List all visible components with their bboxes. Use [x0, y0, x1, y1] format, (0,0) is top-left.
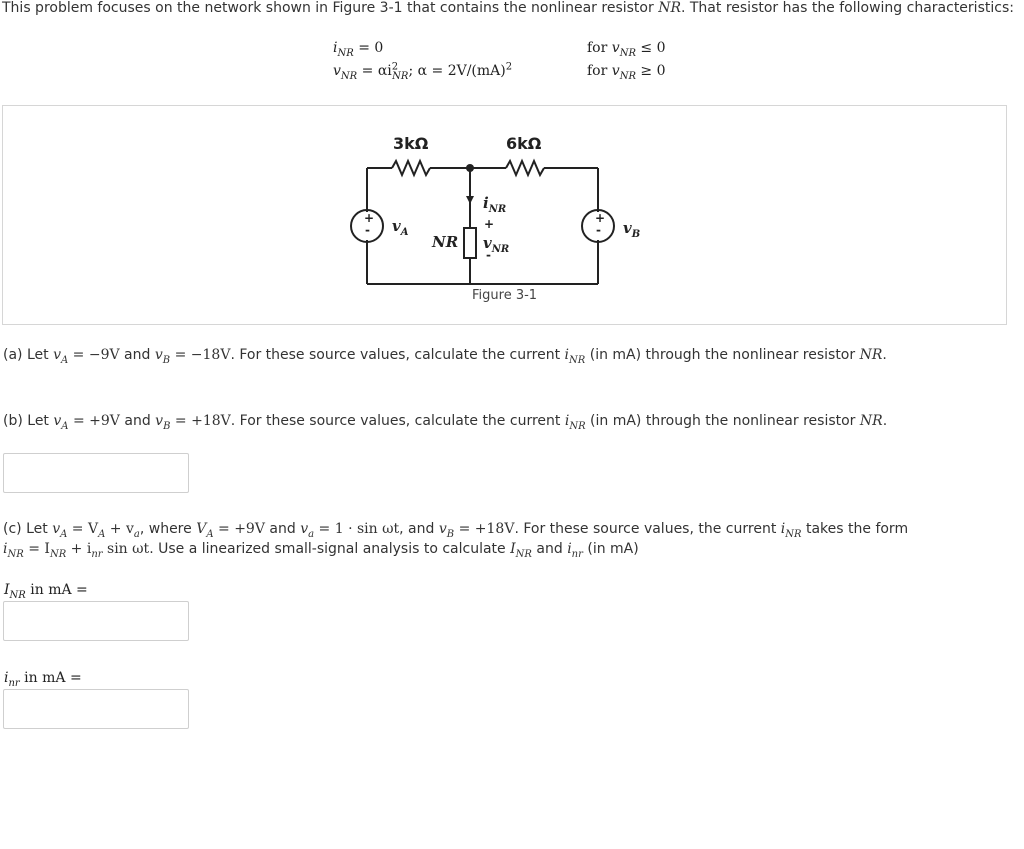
vb-label: $v_B$	[623, 219, 641, 240]
vnr-minus: -	[486, 248, 491, 262]
char-eq-line2: $v_{NR} = \alpha i^2_{NR}$; α = 2V/(mA)$^2$	[333, 61, 513, 82]
r2-label: 6kΩ	[506, 134, 542, 153]
vnr-label: $v_{NR}$	[483, 234, 510, 255]
answer-input-inr[interactable]	[3, 689, 189, 729]
current-arrow	[466, 196, 474, 204]
junction-node	[466, 164, 474, 172]
char-cond-line2: for $v_{NR} \ge 0$	[587, 63, 666, 82]
va-label: $v_A$	[392, 217, 409, 238]
figure-caption: Figure 3-1	[472, 288, 538, 303]
nr-label: NR	[432, 233, 459, 251]
char-eq-line1: $i_{NR} = 0$	[333, 40, 384, 59]
resistor-6k	[506, 161, 544, 175]
nr-resistor-box	[464, 228, 476, 258]
inr-ac-label: $i_{nr}$ in mA =	[4, 670, 82, 689]
inr-label: $i_{NR}$	[483, 194, 507, 215]
question-c-line2: $i_{NR} = I_{NR} + i_{nr}$ sin ωt. Use a linearized small-signal analysis to calculate $I_{NR}$ and $i_{nr}$ (in mA)	[3, 541, 639, 560]
question-a: (a) Let $v_A = -9V$ and $v_B = -18V$. For these source values, calculate the current $i_{NR}$ (in mA) through the nonlinear resistor NR.	[3, 347, 887, 366]
char-cond-line1: for $v_{NR} \le 0$	[587, 40, 666, 59]
answer-input-INR[interactable]	[3, 601, 189, 641]
vb-minus: -	[596, 223, 601, 237]
vnr-plus: +	[484, 217, 495, 231]
inr-dc-label: $I_{NR}$ in mA =	[4, 582, 88, 601]
r1-label: 3kΩ	[393, 134, 429, 153]
vb-plus: +	[595, 211, 606, 225]
answer-input-b[interactable]	[3, 453, 189, 493]
va-minus: -	[365, 223, 370, 237]
question-b: (b) Let $v_A = +9V$ and $v_B = +18V$. For these source values, calculate the current $i_{NR}$ (in mA) through the nonlinear resistor NR.	[3, 413, 888, 432]
intro-text: This problem focuses on the network shown in Figure 3-1 that contains the nonlinear resistor NR. That resistor has the following characteristics:	[2, 0, 1014, 16]
resistor-3k	[392, 161, 430, 175]
va-plus: +	[364, 211, 375, 225]
question-c-line1: (c) Let $v_A = V_A + v_a$, where $V_A = +9V$ and $v_a = 1 \cdot \sin \omega t$, and $v_B = +18V$. For these source values, the current $i_{NR}$ takes the form	[3, 521, 909, 540]
